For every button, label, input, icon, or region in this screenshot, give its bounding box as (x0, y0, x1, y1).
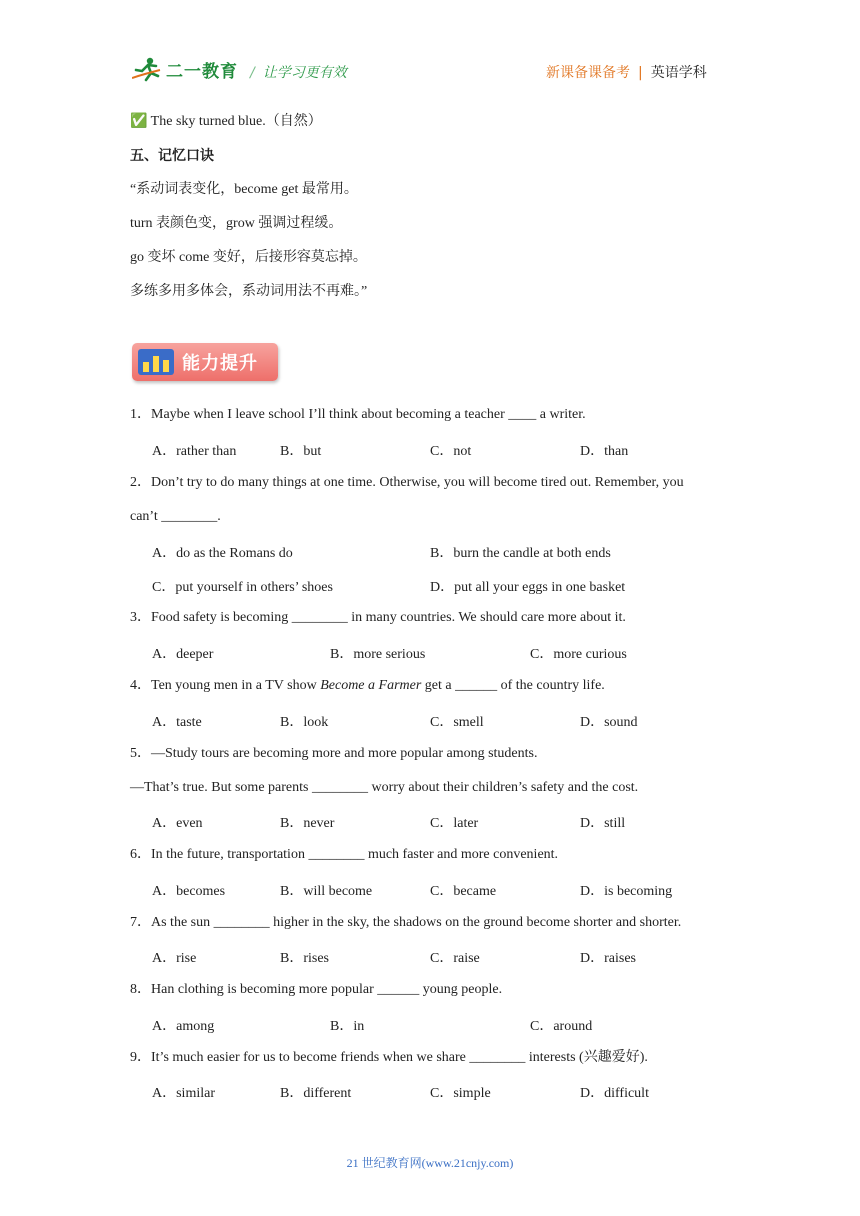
option[interactable]: C．more curious (530, 647, 627, 662)
option[interactable]: D．difficult (580, 1086, 649, 1101)
option[interactable]: D．is becoming (580, 884, 673, 899)
question-stem-continued: —That’s true. But some parents ________ worry about their children’s safety and the cost. (130, 780, 639, 795)
logo-text: 二一教育 (166, 61, 238, 82)
question-stem: 9．It’s much easier for us to become friends when we share ________ interests (兴趣爱好). (130, 1050, 648, 1065)
option[interactable]: C．around (530, 1019, 593, 1034)
page-header (0, 0, 860, 100)
option[interactable]: A．rather than (152, 444, 237, 459)
option[interactable]: A．do as the Romans do (152, 546, 293, 561)
check-line: ✅ The sky turned blue.（自然） (130, 114, 322, 129)
question-stem: 5．—Study tours are becoming more and more popular among students. (130, 746, 538, 761)
option[interactable]: B．but (280, 444, 322, 459)
mnemonic-line: turn 表颜色变，grow 强调过程缓。 (130, 216, 343, 231)
option[interactable]: B．more serious (330, 647, 426, 662)
question-stem-continued: can’t ________. (130, 509, 221, 524)
logo (132, 56, 238, 82)
question-stem: 3．Food safety is becoming ________ in many countries. We should care more about it. (130, 610, 626, 625)
footer-link[interactable]: 21 世纪教育网(www.21cnjy.com) (346, 1156, 514, 1170)
slogan-text: 让学习更有效 (262, 65, 347, 81)
mnemonic-line: 多练多用多体会，系动词用法不再难。” (130, 284, 368, 299)
option[interactable]: C．not (430, 444, 472, 459)
option[interactable]: C．smell (430, 715, 484, 730)
option[interactable]: A．even (152, 816, 203, 831)
option[interactable]: D．still (580, 816, 626, 831)
option[interactable]: B．rises (280, 951, 329, 966)
option[interactable]: C．became (430, 884, 497, 899)
section-title: 五、记忆口诀 (130, 148, 214, 164)
option[interactable]: B．never (280, 816, 335, 831)
chart-icon (138, 349, 174, 375)
option[interactable]: C．later (430, 816, 479, 831)
header-subject (546, 62, 707, 82)
question-stem: 2．Don’t try to do many things at one time. Otherwise, you will become tired out. Remember, you (130, 475, 684, 490)
question-stem: 7．As the sun ________ higher in the sky, the shadows on the ground become shorter and shorter. (130, 915, 682, 930)
option[interactable]: B．will become (280, 884, 373, 899)
runner-logo-icon (132, 56, 162, 82)
slogan: / 让学习更有效 (250, 65, 347, 81)
question-stem: 6．In the future, transportation ________ much faster and more convenient. (130, 847, 559, 862)
option[interactable]: C．put yourself in others’ shoes (152, 580, 333, 595)
question-stem: 1．Maybe when I leave school I’ll think about becoming a teacher ____ a writer. (130, 407, 586, 422)
ability-banner (132, 343, 278, 381)
mnemonic-line: “系动词表变化，become get 最常用。 (130, 182, 358, 197)
question-stem (130, 677, 605, 695)
option[interactable]: B．in (330, 1019, 365, 1034)
show-title: Become a Farmer (320, 678, 422, 693)
header-separator: | (638, 65, 643, 81)
option[interactable]: B．look (280, 715, 329, 730)
option[interactable]: D．than (580, 444, 629, 459)
option[interactable]: C．raise (430, 951, 480, 966)
option[interactable]: D．sound (580, 715, 638, 730)
option[interactable]: A．among (152, 1019, 215, 1034)
option[interactable]: D．put all your eggs in one basket (430, 580, 626, 595)
option[interactable]: A．taste (152, 715, 202, 730)
option[interactable]: A．similar (152, 1086, 215, 1101)
option[interactable]: B．burn the candle at both ends (430, 546, 611, 561)
option[interactable]: A．becomes (152, 884, 226, 899)
mnemonic-line: go 变坏 come 变好，后接形容莫忘掉。 (130, 250, 367, 265)
header-course-label: 新课备课备考 (546, 65, 630, 81)
banner-label: 能力提升 (182, 353, 258, 374)
stem-text: get a ______ of the country life. (421, 678, 605, 693)
option[interactable]: A．rise (152, 951, 197, 966)
question-stem: 8．Han clothing is becoming more popular ______ young people. (130, 982, 503, 997)
option[interactable]: A．deeper (152, 647, 214, 662)
option[interactable]: C．simple (430, 1086, 491, 1101)
stem-text: 4．Ten young men in a TV show (130, 678, 321, 693)
header-subject-label: 英语学科 (650, 65, 707, 81)
option[interactable]: D．raises (580, 951, 636, 966)
option[interactable]: B．different (280, 1086, 352, 1101)
